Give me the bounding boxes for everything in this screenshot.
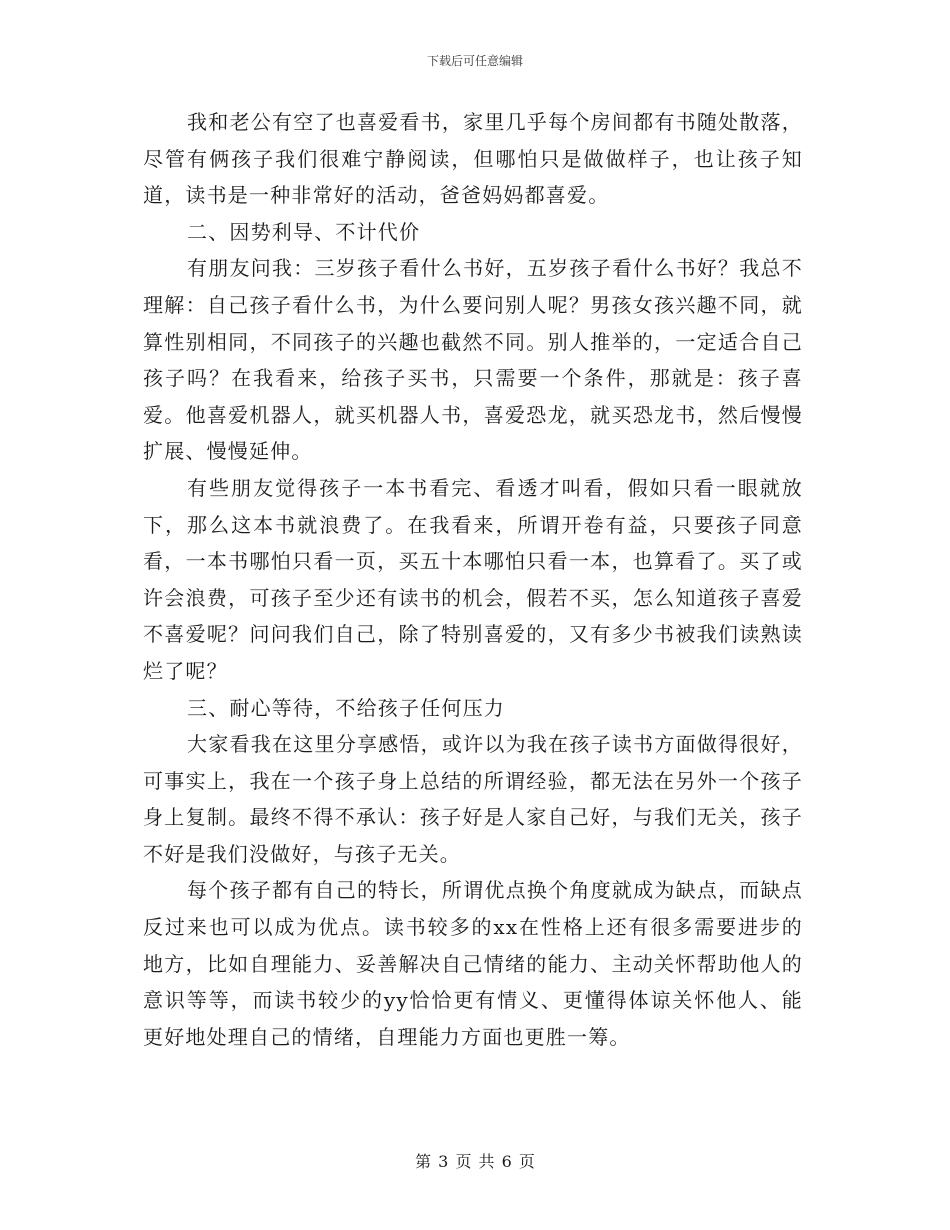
paragraph-choosing-books: 有朋友问我：三岁孩子看什么书好，五岁孩子看什么书好？我总不理解：自己孩子看什么书，为什么要问别人呢？男孩女孩兴趣不同，就算性别相同，不同孩子的兴趣也截然不同。别人推举的，一定适合自己孩子吗？在我看来，给孩子买书，只需要一个条件，那就是：孩子喜爱。他喜爱机器人，就买机器人书，喜爱恐龙，就买恐龙书，然后慢慢扩展、慢慢延伸。 bbox=[143, 256, 803, 464]
section-heading-3: 三、耐心等待，不给孩子任何压力 bbox=[187, 695, 505, 720]
paragraph-sharing-experience: 大家看我在这里分享感悟，或许以为我在孩子读书方面做得很好，可事实上，我在一个孩子身上总结的所谓经验，都无法在另外一个孩子身上复制。最终不得不承认：孩子好是人家自己好，与我们无关，孩子不好是我们没做好，与孩子无关。 bbox=[143, 732, 803, 866]
document-body bbox=[143, 104, 803, 1055]
header-note: 下载后可任意编辑 bbox=[426, 54, 523, 68]
paragraph-strengths: 每个孩子都有自己的特长，所谓优点换个角度就成为缺点，而缺点反过来也可以成为优点。读书较多的xx在性格上还有很多需要进步的地方，比如自理能力、妥善解决自己情绪的能力、主动关怀帮助他人的意识等等，而读书较少的yy恰恰更有情义、更懂得体谅关怀他人、能更好地处理自己的情绪，自理能力方面也更胜一筹。 bbox=[143, 878, 803, 1049]
paragraph-reading-waste: 有些朋友觉得孩子一本书看完、看透才叫看，假如只看一眼就放下，那么这本书就浪费了。在我看来，所谓开卷有益，只要孩子同意看，一本书哪怕只看一页，买五十本哪怕只看一本，也算看了。买了或许会浪费，可孩子至少还有读书的机会，假若不买，怎么知道孩子喜爱不喜爱呢？问问我们自己，除了特别喜爱的，又有多少书被我们读熟读烂了呢？ bbox=[143, 475, 803, 683]
page-number-footer: 第 3 页 共 6 页 bbox=[415, 1152, 535, 1171]
section-heading-2: 二、因势利导、不计代价 bbox=[187, 219, 421, 244]
paragraph-reading-at-home: 我和老公有空了也喜爱看书，家里几乎每个房间都有书随处散落，尽管有俩孩子我们很难宁静阅读，但哪怕只是做做样子，也让孩子知道，读书是一种非常好的活动，爸爸妈妈都喜爱。 bbox=[143, 110, 803, 208]
